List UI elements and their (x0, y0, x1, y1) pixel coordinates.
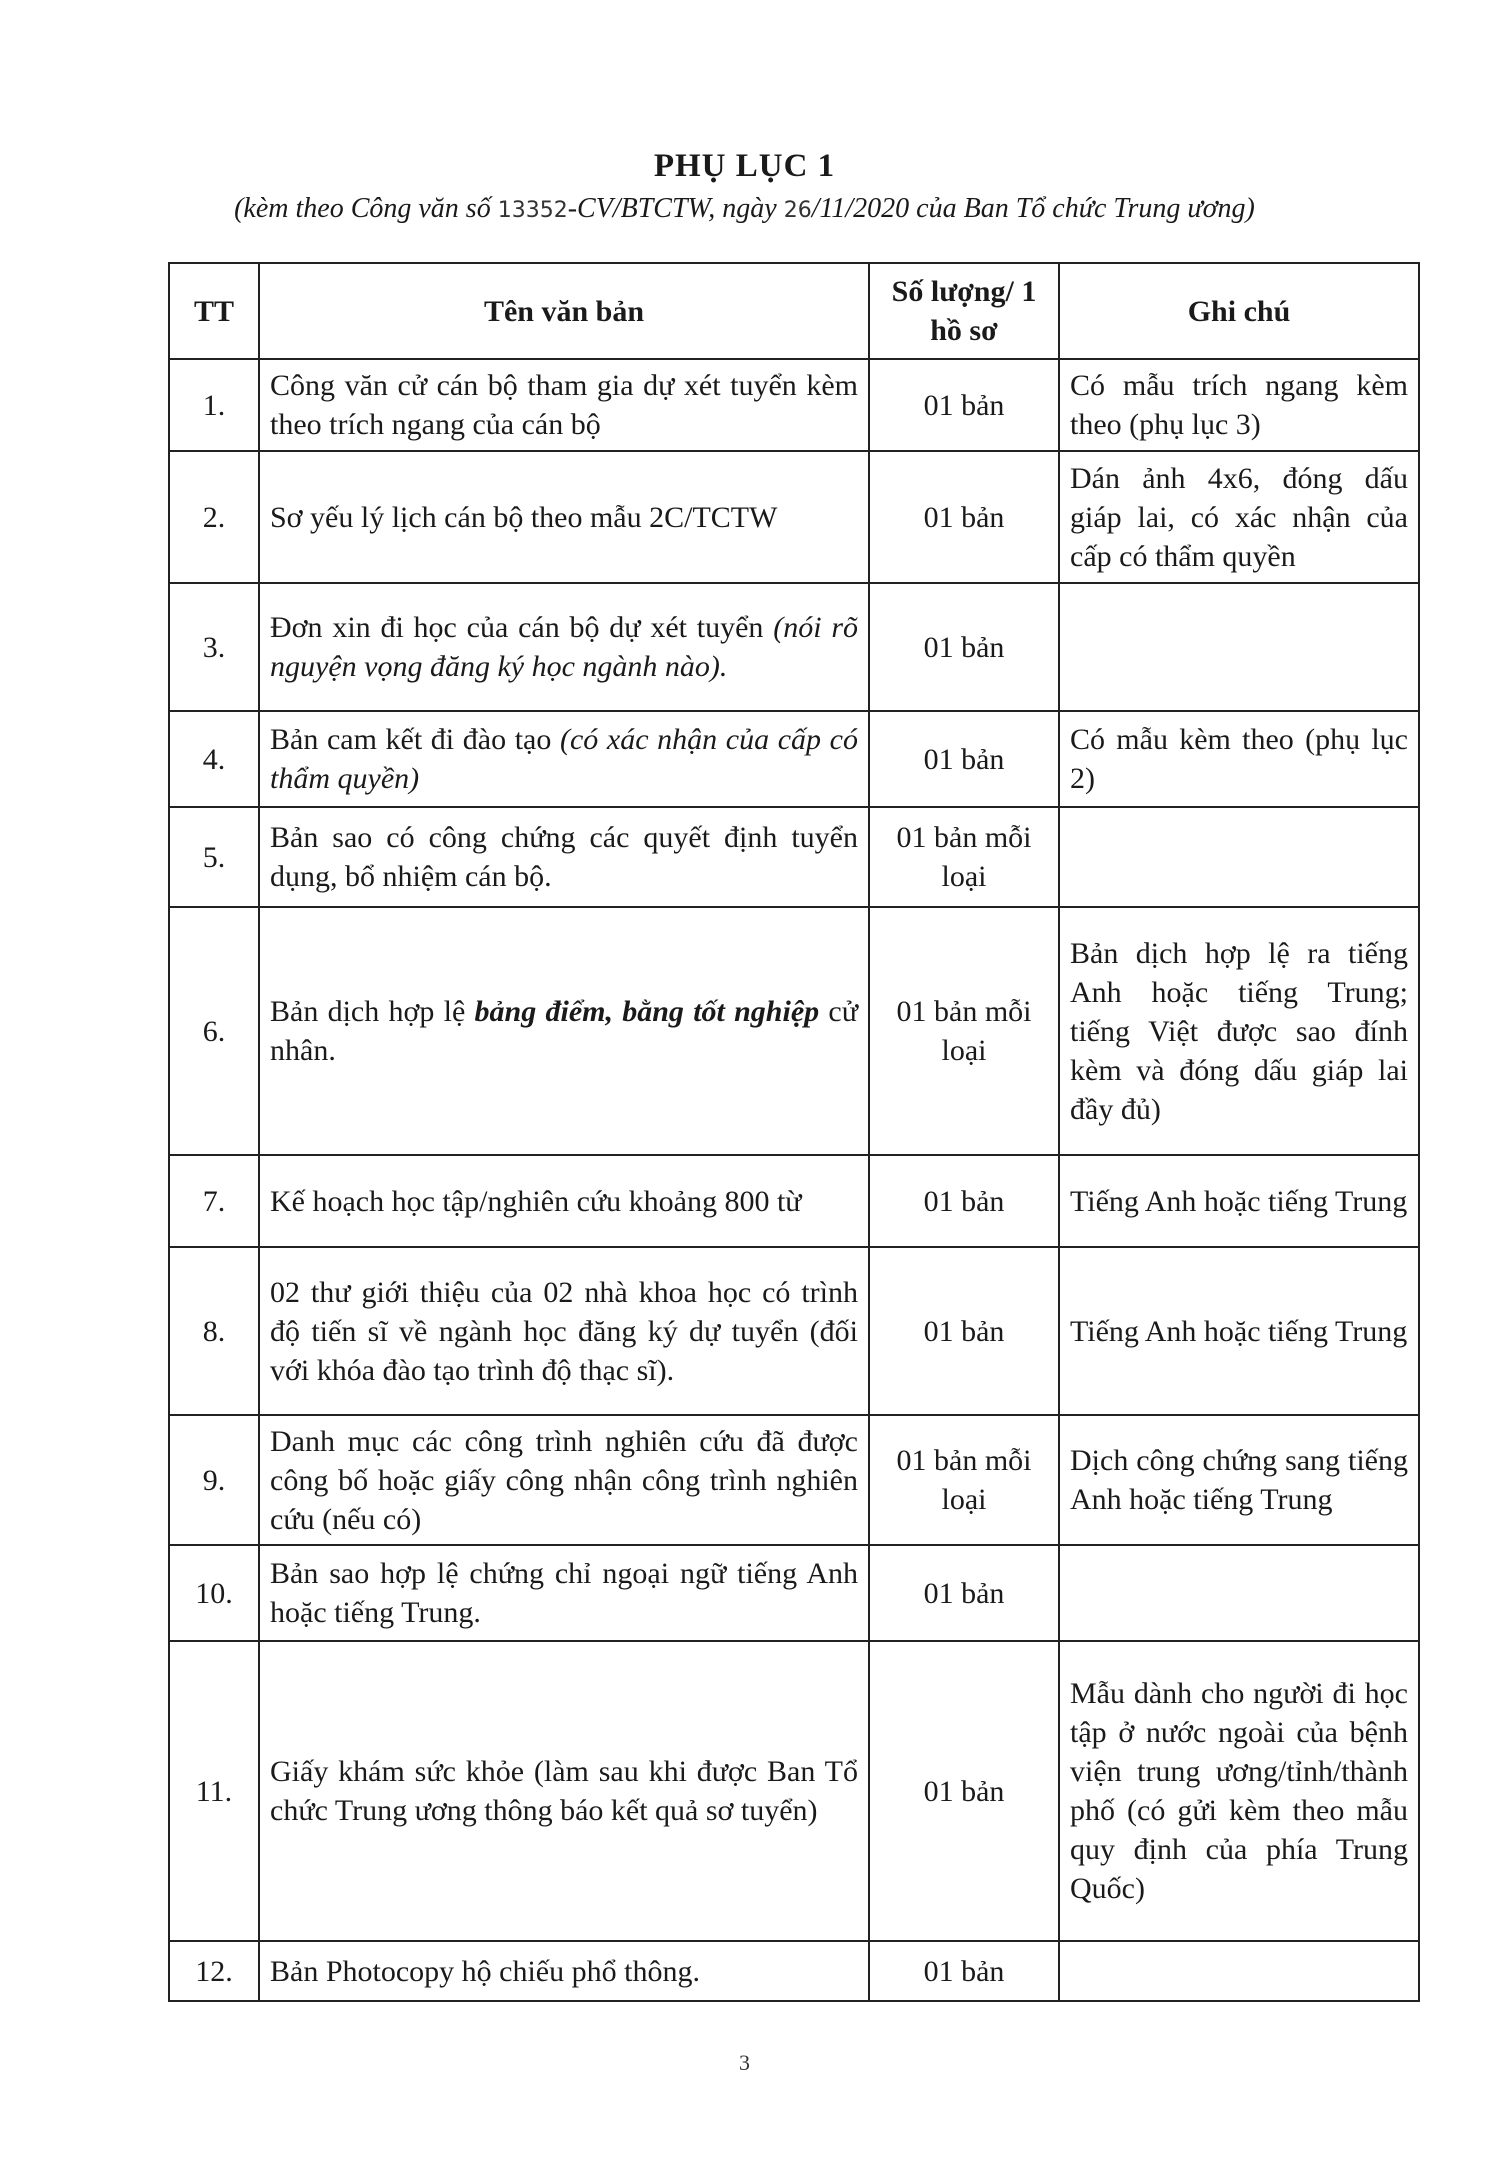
handwritten-doc-day: 26 (783, 198, 812, 223)
row-tt: 1. (169, 359, 259, 451)
table-row (169, 1155, 1419, 1247)
page-title: PHỤ LỤC 1 (653, 148, 836, 184)
page-number: 3 (739, 2050, 750, 2075)
row-tt: 8. (169, 1247, 259, 1415)
subtitle-middle: -CV/BTCTW, ngày (567, 193, 784, 224)
row-tt: 5. (169, 807, 259, 907)
table-row (169, 711, 1419, 807)
row-note: Dán ảnh 4x6, đóng dấu giáp lai, có xác nhận của cấp có thẩm quyền (1059, 451, 1419, 583)
row-note: Mẫu dành cho người đi học tập ở nước ngoài của bệnh viện trung ương/tỉnh/thành phố (có gửi kèm theo mẫu quy định của phía Trung Quốc) (1059, 1641, 1419, 1941)
table-row (169, 907, 1419, 1155)
row-note: Dịch công chứng sang tiếng Anh hoặc tiếng Trung (1059, 1415, 1419, 1545)
row-note: Tiếng Anh hoặc tiếng Trung (1059, 1247, 1419, 1415)
row-qty: 01 bản mỗi loại (869, 1415, 1059, 1545)
row-tt: 4. (169, 711, 259, 807)
row-tt: 11. (169, 1641, 259, 1941)
row-name-italic: (có xác nhận của cấp có thẩm quyền) (270, 723, 858, 795)
row-tt: 10. (169, 1545, 259, 1641)
row-qty: 01 bản (869, 1941, 1059, 2001)
row-note (1059, 1545, 1419, 1641)
row-name: Danh mục các công trình nghiên cứu đã được công bố hoặc giấy công nhận công trình nghiên cứu (nếu có) (259, 1415, 869, 1545)
row-note: Bản dịch hợp lệ ra tiếng Anh hoặc tiếng Trung; tiếng Việt được sao đính kèm và đóng dấu giáp lai đầy đủ) (1059, 907, 1419, 1155)
row-name-bold-italic: bảng điểm, bằng tốt nghiệp (474, 995, 820, 1028)
row-name: Giấy khám sức khỏe (làm sau khi được Ban Tổ chức Trung ương thông báo kết quả sơ tuyển) (259, 1641, 869, 1941)
row-name-plain: Đơn xin đi học của cán bộ dự xét tuyển (270, 611, 774, 644)
table-header-row (169, 263, 1419, 359)
row-qty: 01 bản (869, 451, 1059, 583)
page-subtitle (0, 193, 1489, 225)
header-name: Tên văn bản (259, 263, 869, 359)
row-note: Tiếng Anh hoặc tiếng Trung (1059, 1155, 1419, 1247)
row-name: Bản Photocopy hộ chiếu phổ thông. (259, 1941, 869, 2001)
row-tt: 12. (169, 1941, 259, 2001)
row-qty: 01 bản (869, 1155, 1059, 1247)
row-name: Bản sao có công chứng các quyết định tuyển dụng, bổ nhiệm cán bộ. (259, 807, 869, 907)
table-row (169, 1545, 1419, 1641)
row-name (259, 711, 869, 807)
row-qty: 01 bản (869, 359, 1059, 451)
row-name: Công văn cử cán bộ tham gia dự xét tuyển kèm theo trích ngang của cán bộ (259, 359, 869, 451)
row-qty: 01 bản (869, 711, 1059, 807)
header-tt: TT (169, 263, 259, 359)
table-row (169, 583, 1419, 711)
row-name (259, 583, 869, 711)
row-qty: 01 bản (869, 1641, 1059, 1941)
row-note (1059, 583, 1419, 711)
row-qty: 01 bản (869, 1545, 1059, 1641)
row-tt: 3. (169, 583, 259, 711)
header-qty: Số lượng/ 1 hồ sơ (869, 263, 1059, 359)
table-row (169, 1415, 1419, 1545)
row-name-pre: Bản dịch hợp lệ (270, 995, 475, 1028)
row-tt: 7. (169, 1155, 259, 1247)
row-qty: 01 bản mỗi loại (869, 807, 1059, 907)
table-row (169, 1641, 1419, 1941)
row-note: Có mẫu kèm theo (phụ lục 2) (1059, 711, 1419, 807)
table-row (169, 359, 1419, 451)
row-note: Có mẫu trích ngang kèm theo (phụ lục 3) (1059, 359, 1419, 451)
handwritten-doc-number: 13352 (497, 198, 568, 223)
row-name: Kế hoạch học tập/nghiên cứu khoảng 800 từ (259, 1155, 869, 1247)
row-note (1059, 1941, 1419, 2001)
row-qty: 01 bản (869, 1247, 1059, 1415)
row-name-plain: Bản cam kết đi đào tạo (270, 723, 560, 756)
row-name (259, 907, 869, 1155)
table-row (169, 451, 1419, 583)
row-name: 02 thư giới thiệu của 02 nhà khoa học có trình độ tiến sĩ về ngành học đăng ký dự tuyển (đối với khóa đào tạo trình độ thạc sĩ). (259, 1247, 869, 1415)
document-list-table (168, 262, 1420, 2002)
table-row (169, 1941, 1419, 2001)
row-qty: 01 bản mỗi loại (869, 907, 1059, 1155)
row-tt: 2. (169, 451, 259, 583)
row-tt: 9. (169, 1415, 259, 1545)
row-name-italic: (nói rõ nguyện vọng đăng ký học ngành nào). (270, 611, 859, 683)
row-qty: 01 bản (869, 583, 1059, 711)
subtitle-prefix: (kèm theo Công văn số (234, 193, 498, 224)
row-name: Bản sao hợp lệ chứng chỉ ngoại ngữ tiếng Anh hoặc tiếng Trung. (259, 1545, 869, 1641)
row-name: Sơ yếu lý lịch cán bộ theo mẫu 2C/TCTW (259, 451, 869, 583)
row-tt: 6. (169, 907, 259, 1155)
row-note (1059, 807, 1419, 907)
table-row (169, 1247, 1419, 1415)
row-name-post: cử nhân. (270, 995, 858, 1067)
table-row (169, 807, 1419, 907)
subtitle-suffix: /11/2020 của Ban Tổ chức Trung ương) (811, 193, 1255, 224)
header-note: Ghi chú (1059, 263, 1419, 359)
